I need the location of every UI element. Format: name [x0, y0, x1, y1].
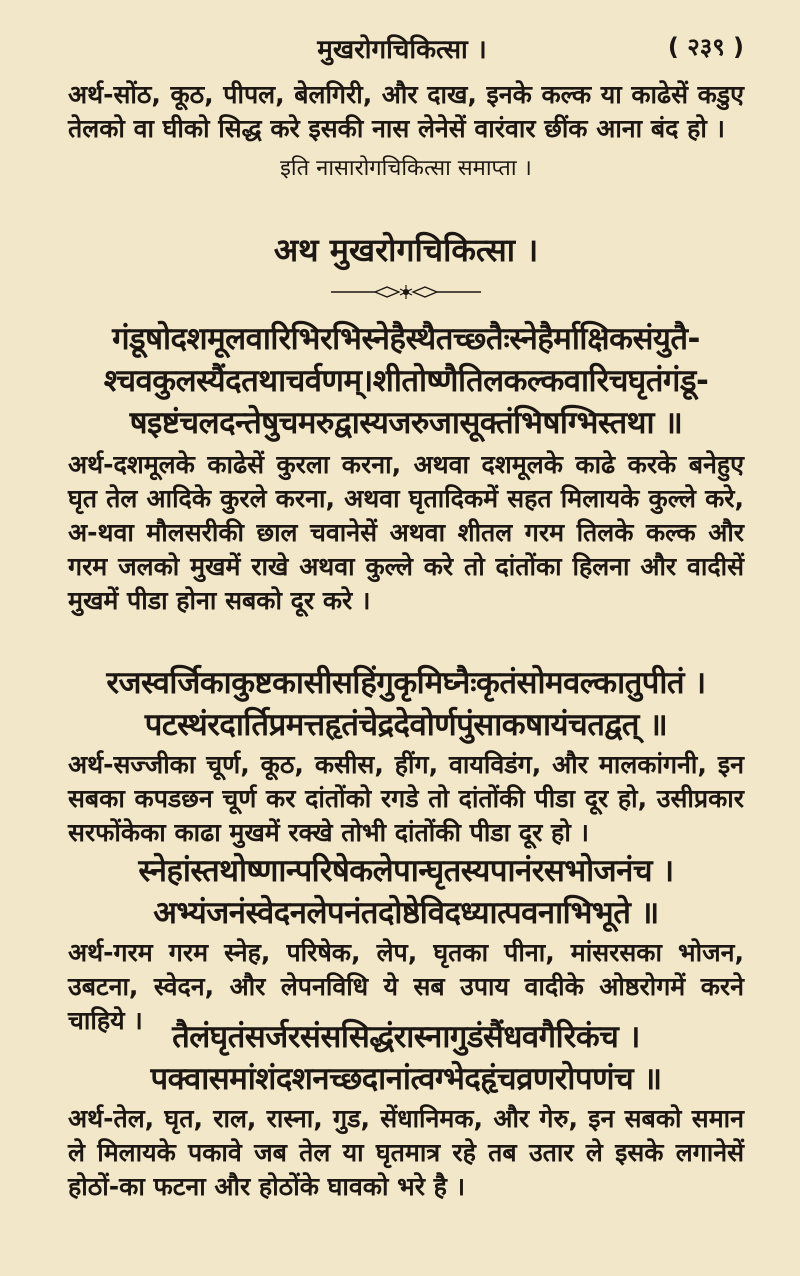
- page-number: ( २३९ ): [667, 33, 744, 61]
- meaning-1: अर्थ-दशमूलके काढेसें कुरला करना, अथवा दशमूलके काढे करके बनेहुए घृत तेल आदिके कुरले करना, अथवा घृतादिकमें सहत मिलायके कुल्ले करे, अ-थवा मौलसरीकी छाल चवानेसें अथवा शीतल गरम तिलके कल्क और गरम जलको मुखमें राखे अथवा कुल्ले करे तो दांतोंका हिलना और वादीसें मुखमें पीडा होना सबको दूर करे ।: [68, 450, 744, 615]
- verse-line: श्चवकुलस्यैंदतथाचर्वणम्।शीतोष्णैतिलकल्कवारिचघृतंगंडू-: [103, 363, 709, 399]
- intro-paragraph: अर्थ-सोंठ, कूठ, पीपल, बेलगिरी, और दाख, इनके कल्क या काढेसें कडुए तेलको वा घीको सिद्ध करे इसकी नास लेनेसें वारंवार छींक आना बंद हो ।: [68, 80, 744, 143]
- verse-2: [68, 662, 744, 746]
- running-title: मुखरोगचिकित्सा ।: [317, 35, 487, 65]
- verse-line: गंडूषोदशमूलवारिभिरभिस्नेहैस्थैतच्छ्तैःस्नेहैर्माक्षिकसंयुतै-: [112, 321, 700, 357]
- verse-line: स्नेहांस्तथोष्णान्परिषेकलेपान्घृतस्यपानंरसभोजनंच ।: [138, 853, 674, 889]
- meaning-4-block: [68, 1102, 744, 1204]
- verse-line: पक्वासमांशंदशनच्छदानांत्वग्भेदहृंचव्रणरोपणंच ॥: [150, 1061, 662, 1097]
- colophon-block: [68, 152, 744, 182]
- verse-3: [68, 850, 744, 934]
- meaning-2-block: [68, 748, 744, 850]
- colophon: इति नासारोगचिकित्सा समाप्ता ।: [280, 156, 532, 181]
- verse-4: [68, 1016, 744, 1100]
- meaning-2: अर्थ-सज्जीका चूर्ण, कूठ, कसीस, हींग, वायविडंग, और मालकांगनी, इन सबका कपडछन चूर्ण कर दांतोंको रगडे तो दांतोंकी पीडा दूर हो, उसीप्रकार सरफोंकेका काढा मुखमें रक्खे तोभी दांतोंकी पीडा दूर हो ।: [68, 750, 744, 847]
- verse-line: अभ्यंजनंस्वेदनलेपनंतदोष्ठेविदध्यात्पवनाभिभूते ॥: [153, 895, 659, 931]
- section-3: [68, 850, 744, 934]
- verse-line: पटस्थंरदार्तिप्रमत्तहृतंचेद्रदेवोर्णपुंसाकषायंचतद्वत् ॥: [144, 707, 668, 743]
- section-4: [68, 1016, 744, 1100]
- chapter-heading: अथ मुखरोगचिकित्सा ।: [273, 231, 539, 269]
- intro-block: [68, 78, 744, 146]
- ornament-rule-icon: [331, 284, 481, 300]
- meaning-4: अर्थ-तेल, घृत, राल, रास्ना, गुड, सेंधानिमक, और गेरु, इन सबको समान ले मिलायके पकावे जब तेल या घृतमात्र रहे तब उतार ले इसके लगानेसें होठों-का फटना और होठोंके घावको भरे है ।: [68, 1104, 744, 1201]
- section-1: [68, 318, 744, 444]
- chapter-block: [68, 228, 744, 271]
- verse-1: [68, 318, 744, 444]
- verse-line: षइष्टंचलदन्तेषुचमरुद्वास्यजरुजासूक्तंभिषग्भिस्तथा ॥: [129, 405, 683, 441]
- verse-line: रजस्वर्जिकाकुष्टकासीसहिंगुकृमिघ्नैःकृतंसोमवल्कातुपीतं ।: [106, 665, 706, 701]
- ornament-block: [68, 284, 744, 300]
- meaning-1-block: [68, 448, 744, 618]
- meaning-3: अर्थ-गरम गरम स्नेह, परिषेक, लेप, घृतका पीना, मांसरसका भोजन, उबटना, स्वेदन, और लेपनविधि ये सब उपाय वादीके ओष्ठरोगमें करने चाहिये ।: [68, 938, 744, 1035]
- section-2: [68, 662, 744, 746]
- verse-line: तैलंघृतंसर्जरसंससिद्धंरास्नागुडंसैंधवगैरिकंच ।: [172, 1019, 640, 1055]
- running-head: [60, 28, 744, 68]
